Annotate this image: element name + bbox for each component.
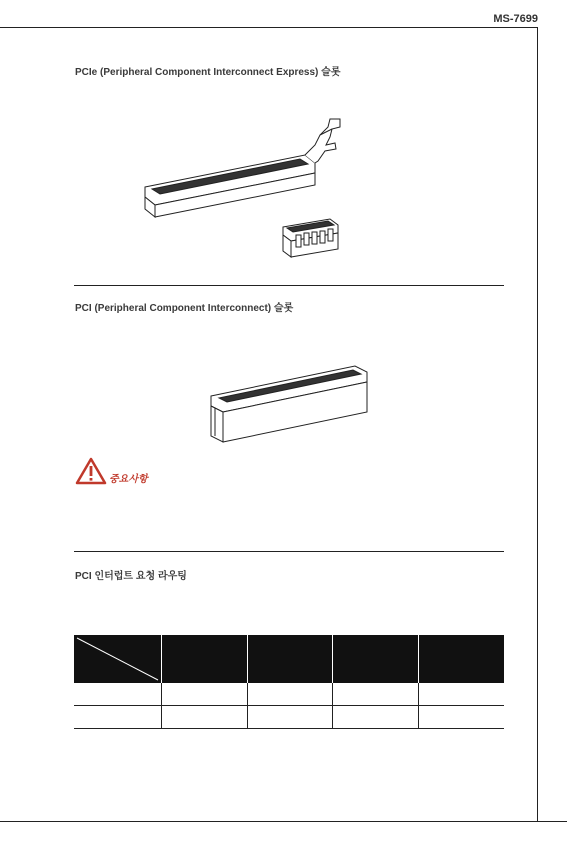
diagonal-divider [74, 635, 161, 683]
important-notice [75, 457, 195, 487]
page-frame-right [537, 27, 538, 822]
pcie-x1-slot [283, 219, 338, 257]
table-cell [333, 706, 419, 729]
table-cell [418, 683, 504, 706]
pcie-section-title: PCIe (Peripheral Component Interconnect Express) 슬롯 [75, 67, 341, 78]
table-cell [74, 683, 162, 706]
pci-slot [211, 366, 367, 442]
important-label: 중요사항 [109, 474, 148, 485]
pcie-slot-illustration [140, 115, 355, 265]
pci-section-title: PCI (Peripheral Component Interconnect) 슬롯 [75, 303, 294, 314]
warning-triangle-icon [75, 457, 107, 485]
pcie-x16-slot [145, 119, 340, 217]
page-frame-top [0, 27, 537, 28]
section-divider [74, 551, 504, 552]
model-number: MS-7699 [493, 13, 538, 25]
pci-slot-illustration [205, 358, 375, 448]
section-divider [74, 285, 504, 286]
table-header-cell [333, 635, 419, 683]
table-cell [162, 706, 248, 729]
table-row [74, 706, 504, 729]
irq-section-title: PCI 인터럽트 요청 라우팅 [75, 571, 187, 582]
table-cell [333, 683, 419, 706]
irq-routing-table [74, 635, 504, 729]
table-header-row [74, 635, 504, 683]
table-header-cell [247, 635, 333, 683]
page-frame-bottom [0, 821, 567, 822]
table-corner-cell [74, 635, 162, 683]
table-cell [162, 683, 248, 706]
table-cell [74, 706, 162, 729]
table-cell [247, 683, 333, 706]
table-cell [247, 706, 333, 729]
table-row [74, 683, 504, 706]
table-cell [418, 706, 504, 729]
table-header-cell [162, 635, 248, 683]
table-header-cell [418, 635, 504, 683]
